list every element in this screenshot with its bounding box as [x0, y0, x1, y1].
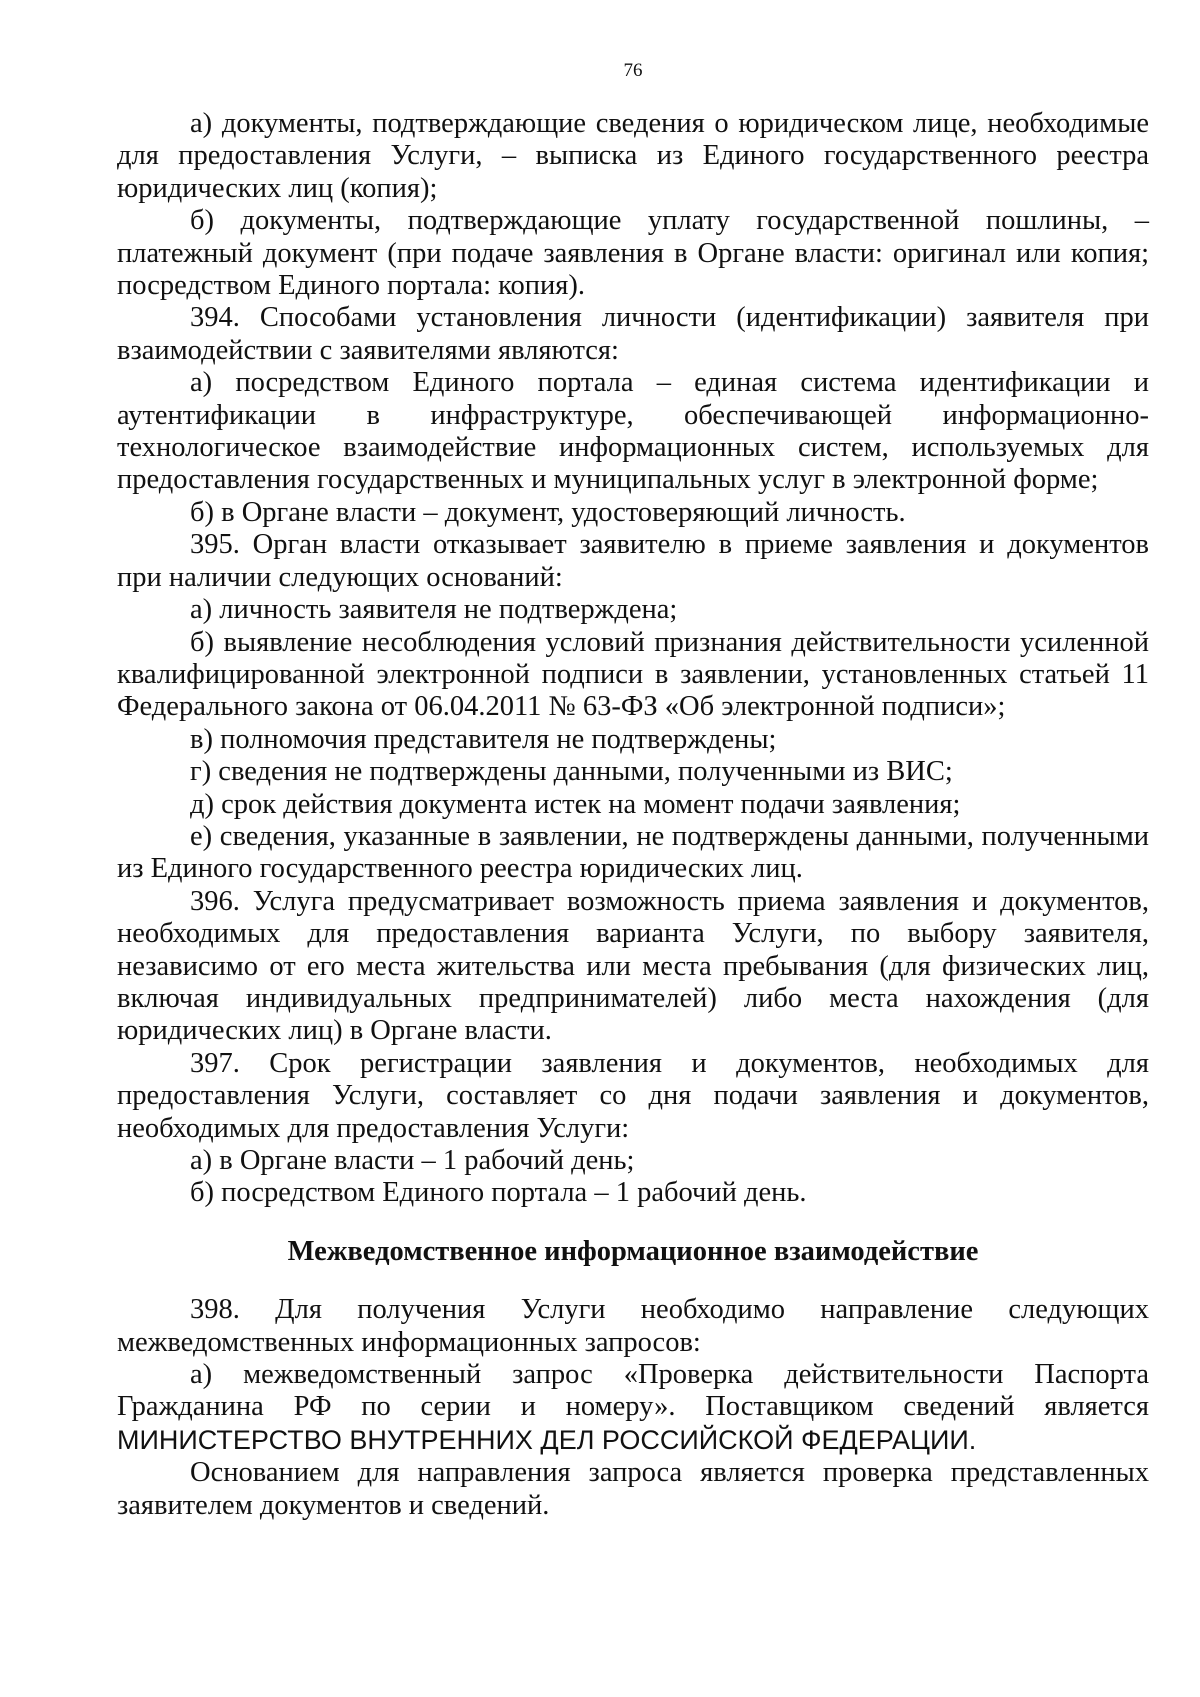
- paragraph: а) документы, подтверждающие сведения о юридическом лице, необходимые для предоставления Услуги, – выписка из Единого государственного реестра юридических лиц (копия);: [117, 108, 1149, 204]
- paragraph: Основанием для направления запроса является проверка представленных заявителем документов и сведений.: [117, 1457, 1149, 1521]
- paragraph: е) сведения, указанные в заявлении, не подтверждены данными, полученными из Единого государственного реестра юридических лиц.: [117, 820, 1149, 885]
- paragraph: а) посредством Единого портала – единая система идентификации и аутентификации в инфраструктуре, обеспечивающей информационно-технологическое взаимодействие информационных систем, используемых для предоставления государственных и муниципальных услуг в электронной форме;: [117, 367, 1149, 496]
- paragraph: 398. Для получения Услуги необходимо направление следующих межведомственных информационных запросов:: [117, 1294, 1149, 1358]
- paragraph: 395. Орган власти отказывает заявителю в приеме заявления и документов при наличии следующих оснований:: [117, 529, 1149, 593]
- paragraph: в) полномочия представителя не подтверждены;: [190, 723, 777, 755]
- paragraph: б) посредством Единого портала – 1 рабочий день.: [190, 1177, 807, 1209]
- paragraph: г) сведения не подтверждены данными, полученными из ВИС;: [190, 756, 953, 788]
- paragraph: а) в Органе власти – 1 рабочий день;: [190, 1145, 635, 1176]
- paragraph-with-ministry: [117, 1359, 1149, 1457]
- section-heading: Межведомственное информационное взаимодействие: [287, 1235, 979, 1267]
- paragraph-text: а) межведомственный запрос «Проверка действительности Паспорта Гражданина РФ по серии и номеру». Поставщиком сведений является: [117, 1359, 1149, 1423]
- page-number: 76: [623, 60, 643, 81]
- paragraph: 397. Срок регистрации заявления и документов, необходимых для предоставления Услуги, составляет со дня подачи заявления и документов, необходимых для предоставления Услуги:: [117, 1047, 1149, 1144]
- paragraph: а) личность заявителя не подтверждена;: [190, 594, 678, 626]
- document-page: [117, 60, 1149, 1522]
- paragraph: д) срок действия документа истек на момент подачи заявления;: [190, 788, 961, 820]
- paragraph: б) в Органе власти – документ, удостоверяющий личность.: [190, 496, 906, 528]
- ministry-name: МИНИСТЕРСТВО ВНУТРЕННИХ ДЕЛ РОССИЙСКОЙ ФЕДЕРАЦИИ.: [117, 1424, 977, 1455]
- paragraph: б) выявление несоблюдения условий признания действительности усиленной квалифицированной электронной подписи в заявлении, установленных статьей 11 Федерального закона от 06.04.2011 № 63-ФЗ «Об электронной подписи»;: [117, 626, 1149, 723]
- paragraph: 394. Способами установления личности (идентификации) заявителя при взаимодействии с заявителями являются:: [117, 302, 1149, 366]
- paragraph: 396. Услуга предусматривает возможность приема заявления и документов, необходимых для предоставления варианта Услуги, по выбору заявителя, независимо от его места жительства или места пребывания (для физических лиц, включая индивидуальных предпринимателей) либо места нахождения (для юридических лиц) в Органе власти.: [117, 885, 1149, 1047]
- paragraph: б) документы, подтверждающие уплату государственной пошлины, – платежный документ (при подаче заявления в Органе власти: оригинал или копия; посредством Единого портала: копия).: [117, 205, 1149, 302]
